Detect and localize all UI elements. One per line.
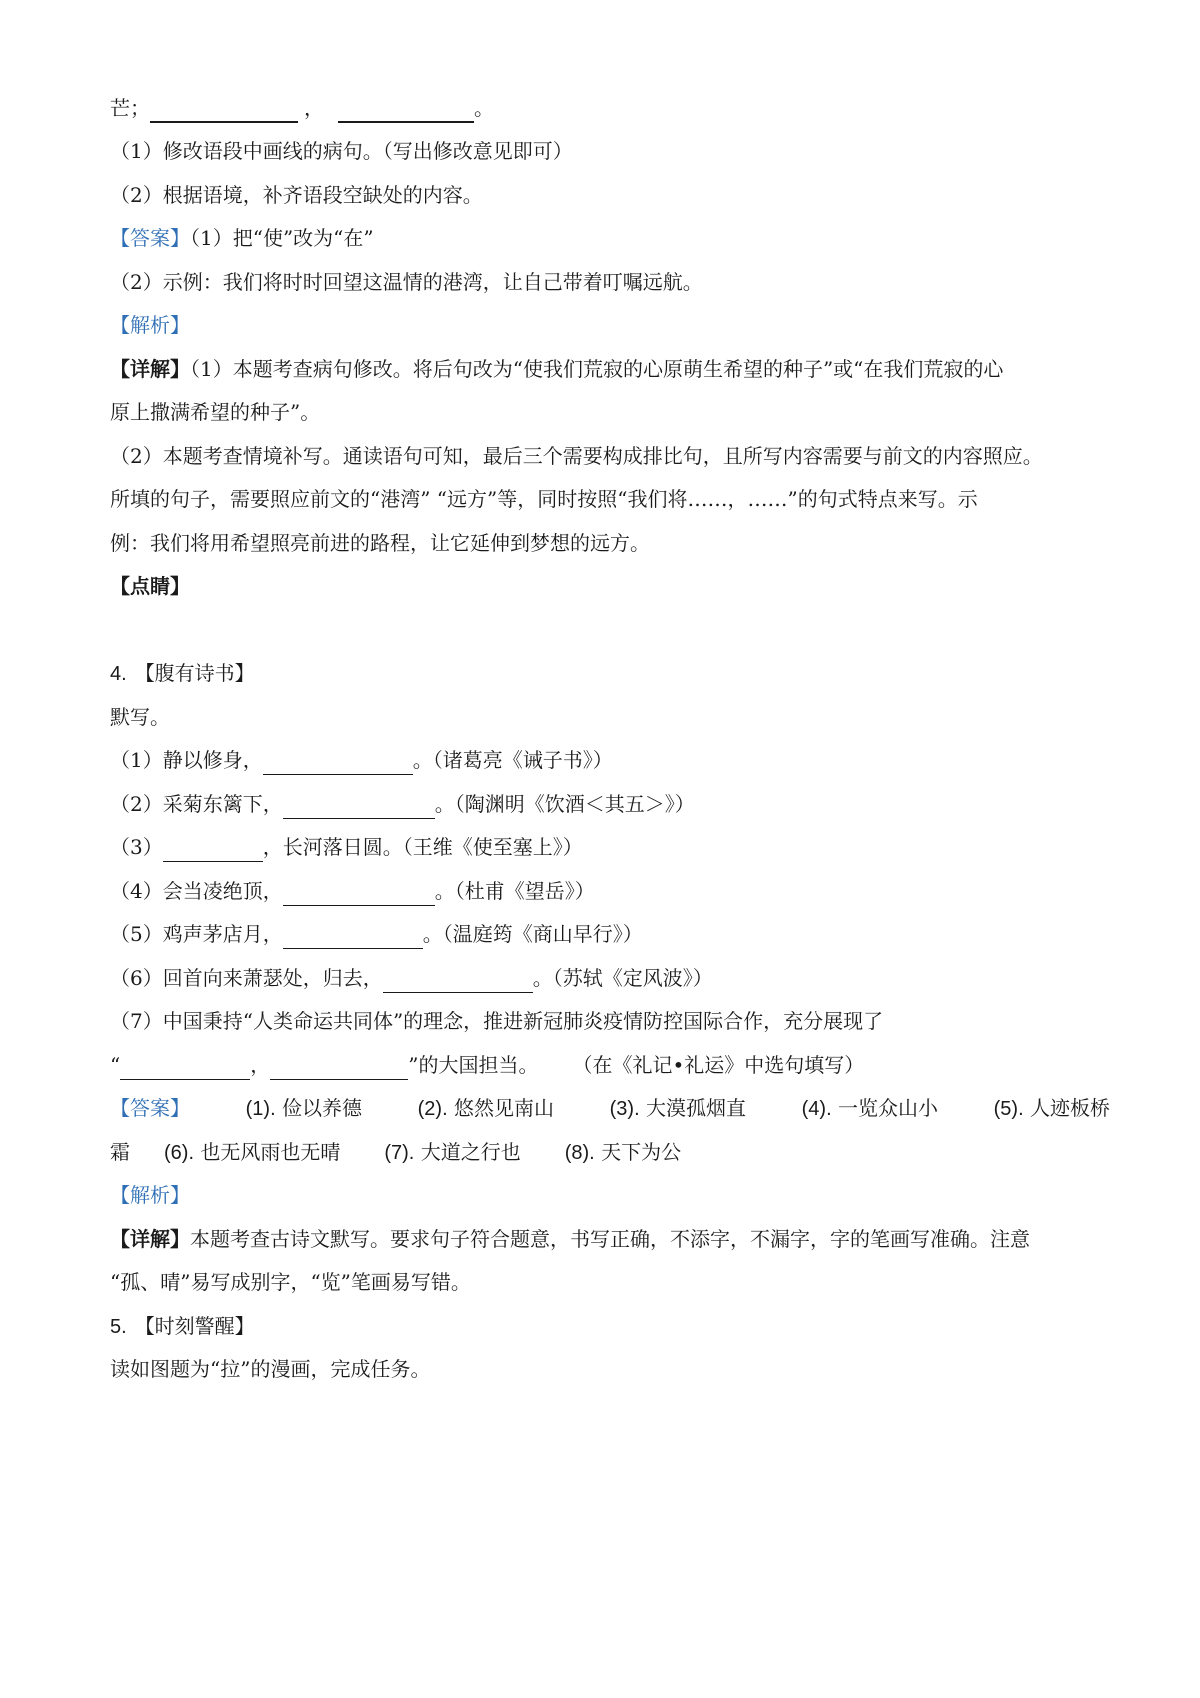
prefix-text: 芒； xyxy=(110,96,150,120)
answer-tag: 【答案】 xyxy=(110,1096,190,1120)
answer-num: (6). xyxy=(164,1142,194,1164)
question-title: 【时刻警醒】 xyxy=(134,1314,255,1338)
blank[interactable] xyxy=(383,970,533,993)
detail-line-1 xyxy=(110,354,1110,384)
detail-line-2: 原上撒满希望的种子”。 xyxy=(110,400,321,424)
answers-line-2 xyxy=(110,1137,1110,1168)
answer-item xyxy=(246,1093,362,1124)
answer-num: (8). xyxy=(564,1142,595,1164)
item-after: 。（诸葛亮《诫子书》） xyxy=(412,748,613,772)
answer-lead: 霜 xyxy=(110,1140,130,1164)
recite-item-2 xyxy=(110,789,1110,819)
answer-item xyxy=(994,1093,1110,1124)
question-number: 5. xyxy=(110,1316,127,1338)
question-instruction: 默写。 xyxy=(110,705,170,729)
comma-text: ， xyxy=(304,96,324,120)
recite-item-6 xyxy=(110,963,1110,993)
blank[interactable] xyxy=(283,796,435,819)
detail-text-1a: （1）本题考查病句修改。将后句改为“使我们荒寂的心原萌生希望的种子”或“在我们荒寂的心 xyxy=(190,357,1004,381)
answer-num: (4). xyxy=(801,1098,832,1120)
answer-item xyxy=(802,1093,938,1124)
sub-question-2: （2）根据语境，补齐语段空缺处的内容。 xyxy=(110,183,483,207)
question-4-header xyxy=(110,658,1110,689)
question-number: 4. xyxy=(110,663,127,685)
recite-item-5 xyxy=(110,919,1110,949)
detail-line-3: （2）本题考查情境补写。通读语句可知，最后三个需要构成排比句，且所写内容需要与前文的内容照应。 xyxy=(110,444,1043,468)
detail-line-4: 所填的句子，需要照应前文的“港湾” “远方”等，同时按照“我们将……，……”的句式特点来写。示 xyxy=(110,487,978,511)
item-before: （5）鸡声茅店月， xyxy=(110,922,283,946)
answer-text: 俭以养德 xyxy=(282,1096,362,1120)
blank[interactable] xyxy=(120,1057,250,1080)
detail-line-5: 例：我们将用希望照亮前进的路程，让它延伸到梦想的远方。 xyxy=(110,531,650,555)
blank[interactable] xyxy=(283,883,435,906)
item-after: 。（温庭筠《商山早行》） xyxy=(422,922,643,946)
answer-text-1: （1）把“使”改为“在” xyxy=(190,226,374,250)
blank-2[interactable] xyxy=(338,99,474,123)
item-note: （在《礼记•礼运》中选句填写） xyxy=(572,1053,865,1077)
period-text: 。 xyxy=(474,96,494,120)
blank[interactable] xyxy=(270,1057,408,1080)
item-before: （4）会当凌绝顶， xyxy=(110,879,283,903)
item-after: ，长河落日圆。（王维《使至塞上》） xyxy=(262,835,583,859)
answer-item xyxy=(418,1093,554,1124)
analysis-tag: 【解析】 xyxy=(110,1183,190,1207)
blank-1[interactable] xyxy=(150,99,298,123)
recite-item-1 xyxy=(110,745,1110,775)
answer-text: 也无风雨也无晴 xyxy=(200,1140,341,1164)
item-after: ”的大国担当。 xyxy=(408,1053,539,1077)
fill-blank-line xyxy=(110,93,1110,123)
open-quote: “ xyxy=(110,1053,121,1077)
analysis-tag: 【解析】 xyxy=(110,313,190,337)
question-instruction: 读如图题为“拉”的漫画，完成任务。 xyxy=(110,1357,431,1381)
detail-line-1 xyxy=(110,1224,1110,1254)
blank[interactable] xyxy=(283,926,423,949)
recite-item-7a: （7）中国秉持“人类命运共同体”的理念，推进新冠肺炎疫情防控国际合作，充分展现了 xyxy=(110,1009,884,1033)
item-after: 。（陶渊明《饮酒＜其五＞》） xyxy=(434,792,695,816)
answer-num: (1). xyxy=(245,1098,276,1120)
detail-tag: 【详解】 xyxy=(110,357,190,381)
recite-item-7b xyxy=(110,1050,1110,1080)
question-title: 【腹有诗书】 xyxy=(134,661,255,685)
comma-text: ， xyxy=(250,1053,271,1077)
item-before: （1）静以修身， xyxy=(110,748,263,772)
question-5-header xyxy=(110,1311,1110,1342)
answer-num: (5). xyxy=(993,1098,1024,1120)
answer-num: (3). xyxy=(609,1098,640,1120)
answer-text: 悠然见南山 xyxy=(454,1096,554,1120)
blank[interactable] xyxy=(163,839,263,862)
item-before: （6）回首向来萧瑟处，归去， xyxy=(110,966,383,990)
item-after: 。（杜甫《望岳》） xyxy=(434,879,595,903)
answer-text: 大道之行也 xyxy=(420,1140,521,1164)
detail-line-2: “孤、晴”易写成别字，“览”笔画易写错。 xyxy=(110,1270,471,1294)
answer-text: 天下为公 xyxy=(601,1140,682,1164)
recite-item-4 xyxy=(110,876,1110,906)
answer-text: 人迹板桥 xyxy=(1030,1096,1110,1120)
sub-question-1: （1）修改语段中画线的病句。（写出修改意见即可） xyxy=(110,139,573,163)
item-after: 。（苏轼《定风波》） xyxy=(532,966,713,990)
blank[interactable] xyxy=(263,752,413,775)
recite-item-3 xyxy=(110,832,1110,862)
answer-tag: 【答案】 xyxy=(110,226,190,250)
detail-tag: 【详解】 xyxy=(110,1227,190,1251)
answer-num: (2). xyxy=(417,1098,448,1120)
answer-text: 大漠孤烟直 xyxy=(646,1096,746,1120)
item-before: （3） xyxy=(110,835,163,859)
pointer-tag: 【点睛】 xyxy=(110,574,190,598)
answer-num: (7). xyxy=(384,1142,415,1164)
item-before: （2）采菊东篱下， xyxy=(110,792,283,816)
answers-line-1 xyxy=(110,1093,1110,1124)
answer-line-2: （2）示例：我们将时时回望这温情的港湾，让自己带着叮嘱远航。 xyxy=(110,270,703,294)
answer-item xyxy=(610,1093,746,1124)
answer-line-1 xyxy=(110,223,1110,253)
detail-text: 本题考查古诗文默写。要求句子符合题意，书写正确，不添字，不漏字，字的笔画写准确。注意 xyxy=(190,1227,1030,1251)
answer-text: 一览众山小 xyxy=(838,1096,938,1120)
